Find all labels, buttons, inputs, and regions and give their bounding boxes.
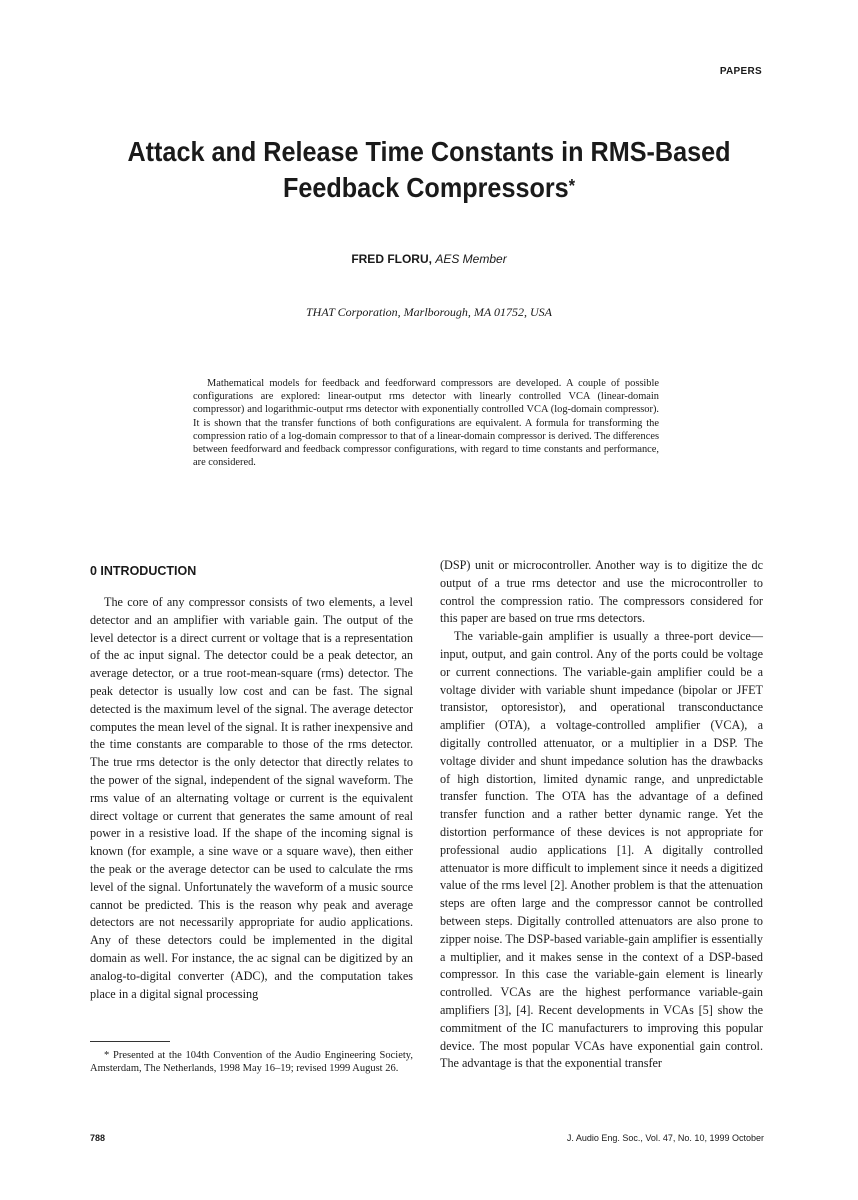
- author-name: FRED FLORU,: [351, 252, 432, 266]
- section-heading-introduction: 0 INTRODUCTION: [90, 564, 197, 578]
- body-paragraph: The variable-gain amplifier is usually a three-port device—input, output, and gain control. Any of the ports could be voltage or current connections. The variable-gain amplifier could be a voltage divider with variable shunt impedance (bipolar or JFET transistor, optoresistor), and operational transconductance amplifier (OTA), a voltage-controlled amplifier (VCA), a digitally controlled attenuator, or a multiplier in a DSP. The voltage divider and shunt impedance solution has the drawbacks of high distortion, limited dynamic range, and unpredictable transfer function. The OTA has the advantage of a defined transfer function and a rather better dynamic range. Yet the distortion performance of these devices is not appropriate for professional audio applications [1]. A digitally controlled attenuator is more difficult to implement since it needs a digitized value of the rms level [2]. Another problem is that the attenuation steps are often large and the compressor cannot be controlled between steps. Digitally controlled attenuators are also prone to zipper noise. The DSP-based variable-gain amplifier is essentially a multiplier, and it makes sense in the context of a DSP-based compressor. In this case the variable-gain element is linearly controlled. VCAs are the highest performance variable-gain amplifiers [3], [4]. Recent developments in VCAs [5] show the commitment of the IC manufacturers to improving this popular device. The most popular VCAs have exponential gain control. The advantage is that the exponential transfer: [440, 629, 763, 1071]
- footnote: * Presented at the 104th Convention of the Audio Engineering Society, Amsterdam, The Netherlands, 1998 May 16–19; revised 1999 August 26.: [90, 1050, 413, 1075]
- title-footnote-marker: *: [568, 176, 576, 196]
- body-paragraph: The core of any compressor consists of two elements, a level detector and an amplifier with variable gain. The output of the level detector is a direct current or voltage that is a representation of the ac input signal. The detector could be a peak detector, an average detector, or a true root-mean-square (rms) detector. The peak detector is usually low cost and can be fast. The signal detected is the maximum level of the signal. The average detector computes the mean level of the signal. It is rather inexpensive and the time constants are comparable to those of the rms detector. The true rms detector is the only detector that directly relates to the power of the signal, independent of the signal waveform. The rms value of an alternating voltage or current is the equivalent direct voltage or current that generates the same amount of real power in a resistive load. If the shape of the incoming signal is known (for example, a sine wave or a square wave), then either the peak or the average detector can be used to calculate the rms level of the signal. Unfortunately the waveform of a music source cannot be predicted. This is the reason why peak and average detectors are not necessarily appropriate for audio applications. Any of these detectors could be implemented in the digital domain as well. For instance, the ac signal can be digitized by an analog-to-digital converter (ADC), and the computation takes place in a digital signal processing: [90, 595, 413, 1001]
- right-column: [440, 557, 763, 1073]
- journal-reference: J. Audio Eng. Soc., Vol. 47, No. 10, 1999 October: [566, 1133, 764, 1143]
- page-number: 788: [90, 1133, 106, 1143]
- body-paragraph: (DSP) unit or microcontroller. Another way is to digitize the dc output of a true rms detector and use the microcontroller to control the compression ratio. The compressors considered for this paper are based on true rms detectors.: [440, 558, 763, 626]
- abstract: Mathematical models for feedback and feedforward compressors are developed. A couple of possible configurations are explored: linear-output rms detector with linearly controlled VCA (linear-domain compressor) and logarithmic-output rms detector with exponentially controlled VCA (log-domain compressor). It is shown that the transfer functions of both configurations are equivalent. A formula for transforming the compression ratio of a log-domain compressor to that of a linear-domain compressor is derived. The differences between feedforward and feedback compressor configurations, with regard to time constants and performance, are considered.: [193, 378, 659, 469]
- footnote-divider: [90, 1041, 170, 1042]
- left-column: [90, 557, 413, 1003]
- title-text: Attack and Release Time Constants in RMS-Based Feedback Compressors: [127, 136, 731, 203]
- author-line: [0, 252, 858, 266]
- affiliation: THAT Corporation, Marlborough, MA 01752, USA: [305, 305, 553, 319]
- author-membership: AES Member: [435, 252, 507, 266]
- paper-title: [97, 134, 761, 206]
- section-label: PAPERS: [719, 66, 762, 77]
